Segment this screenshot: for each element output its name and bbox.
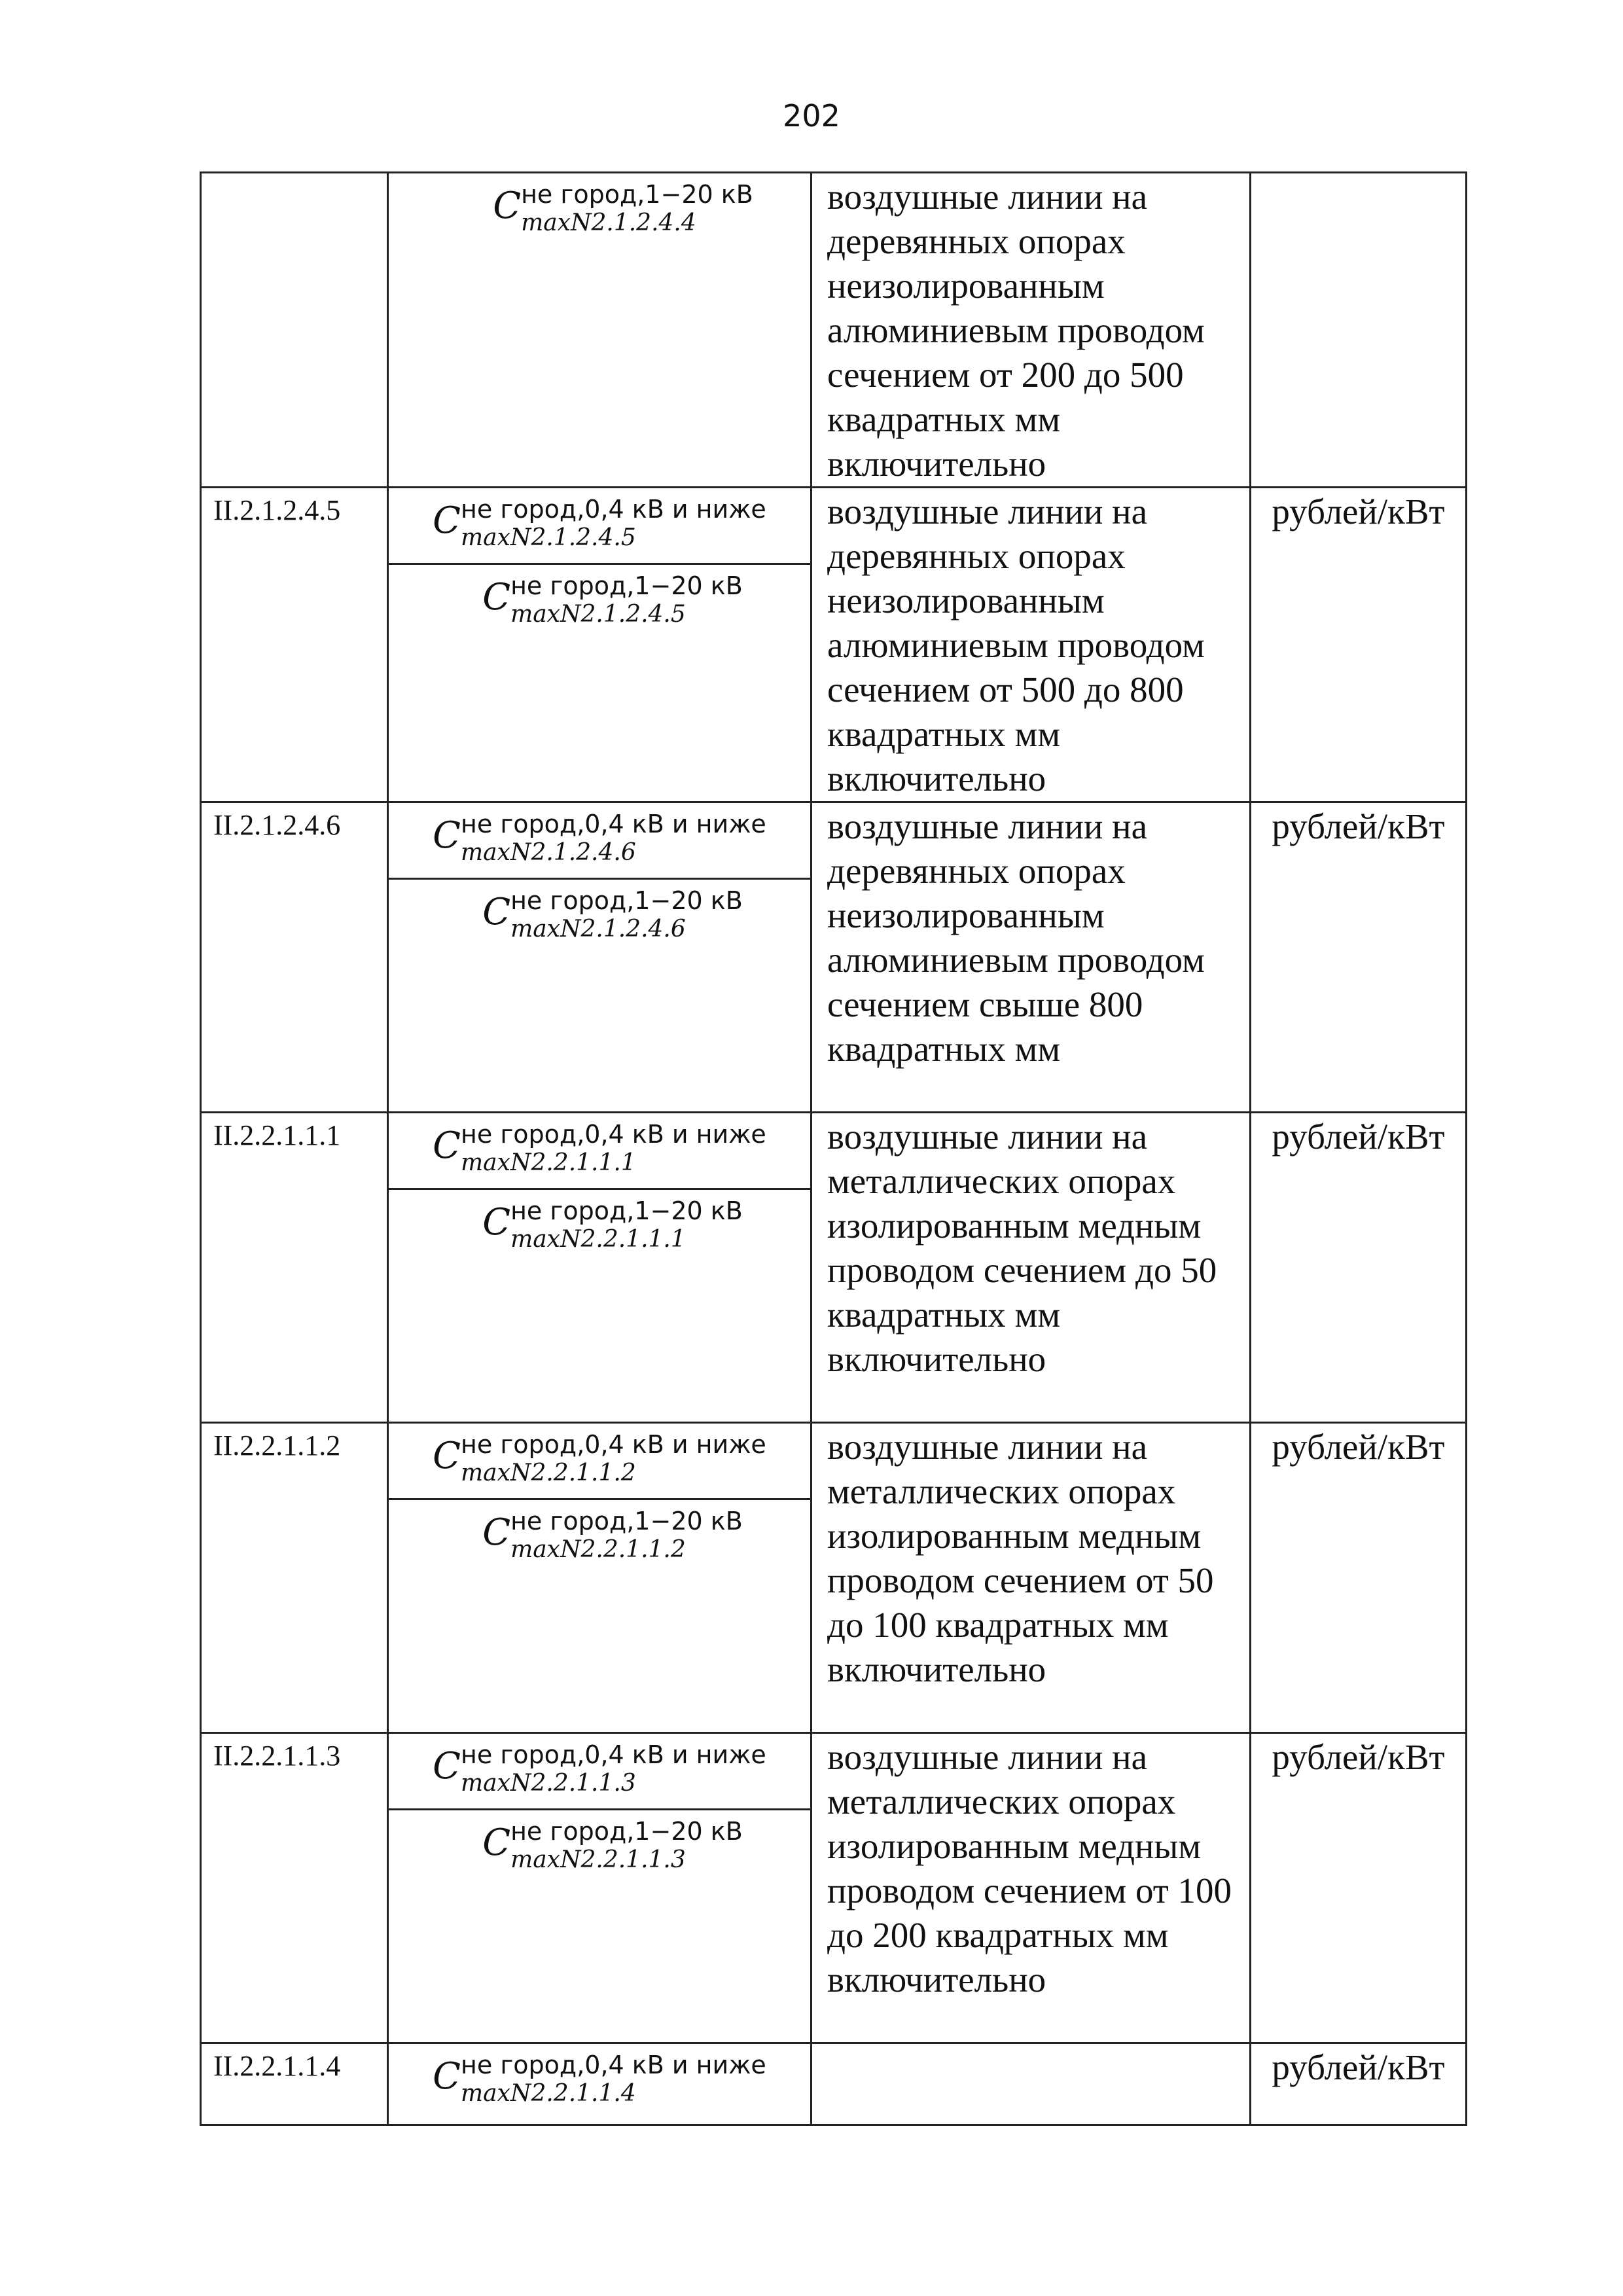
rate-formula-cell bbox=[388, 488, 812, 802]
rate-formula-cell bbox=[388, 802, 812, 1113]
row-code: II.2.1.2.4.6 bbox=[201, 802, 388, 1113]
row-description: воздушные линии на металлических опорах изолированным медным проводом сечением от 50 до 100 квадратных мм включительно bbox=[812, 1423, 1251, 1733]
rate-formula-cell bbox=[388, 1113, 812, 1423]
rate-formula: C не город,1−20 кВ maxN2.1.2.4.5 bbox=[482, 571, 743, 628]
row-unit: рублей/кВт bbox=[1251, 1733, 1467, 2043]
row-code: II.2.2.1.1.1 bbox=[201, 1113, 388, 1423]
rates-table bbox=[200, 171, 1467, 2126]
row-description: воздушные линии на деревянных опорах неизолированным алюминиевым проводом сечением от 500 до 800 квадратных мм включительно bbox=[812, 488, 1251, 802]
table-row bbox=[201, 488, 1467, 802]
row-description: воздушные линии на металлических опорах изолированным медным проводом сечением до 50 квадратных мм включительно bbox=[812, 1113, 1251, 1423]
rate-formula: C не город,0,4 кВ и ниже maxN2.1.2.4.5 bbox=[433, 495, 766, 551]
rate-formula: C не город,1−20 кВ maxN2.2.1.1.1 bbox=[482, 1196, 743, 1253]
row-code: II.2.2.1.1.4 bbox=[201, 2043, 388, 2125]
rate-formula: C не город,0,4 кВ и ниже maxN2.1.2.4.6 bbox=[433, 810, 766, 866]
row-unit: рублей/кВт bbox=[1251, 1113, 1467, 1423]
row-description: воздушные линии на металлических опорах изолированным медным проводом сечением от 100 до 200 квадратных мм включительно bbox=[812, 1733, 1251, 2043]
row-code: II.2.2.1.1.3 bbox=[201, 1733, 388, 2043]
rate-formula-cell bbox=[388, 173, 812, 488]
table-row bbox=[201, 1423, 1467, 1733]
row-description bbox=[812, 2043, 1251, 2125]
page-number: 202 bbox=[783, 98, 840, 134]
rate-formula-cell bbox=[388, 2043, 812, 2125]
rate-formula: C не город,0,4 кВ и ниже maxN2.2.1.1.1 bbox=[433, 1120, 766, 1176]
row-unit: рублей/кВт bbox=[1251, 2043, 1467, 2125]
rate-formula-cell bbox=[388, 1733, 812, 2043]
rate-formula: C не город,1−20 кВ maxN2.2.1.1.3 bbox=[482, 1817, 743, 1873]
rate-formula: C не город,0,4 кВ и ниже maxN2.2.1.1.3 bbox=[433, 1740, 766, 1797]
rate-formula: C не город,1−20 кВ maxN2.2.1.1.2 bbox=[482, 1507, 743, 1563]
rate-formula: C не город,0,4 кВ и ниже maxN2.2.1.1.4 bbox=[433, 2051, 766, 2107]
rate-formula: C не город,0,4 кВ и ниже maxN2.2.1.1.2 bbox=[433, 1430, 766, 1486]
table-row bbox=[201, 1113, 1467, 1423]
table-row bbox=[201, 173, 1467, 488]
row-code: II.2.2.1.1.2 bbox=[201, 1423, 388, 1733]
table-row bbox=[201, 802, 1467, 1113]
rate-formula: C не город,1−20 кВ maxN2.1.2.4.4 bbox=[493, 180, 753, 236]
row-unit: рублей/кВт bbox=[1251, 488, 1467, 802]
row-code: II.2.1.2.4.5 bbox=[201, 488, 388, 802]
row-description: воздушные линии на деревянных опорах неизолированным алюминиевым проводом сечением свыше 800 квадратных мм bbox=[812, 802, 1251, 1113]
rate-formula: C не город,1−20 кВ maxN2.1.2.4.6 bbox=[482, 886, 743, 942]
row-code bbox=[201, 173, 388, 488]
row-description: воздушные линии на деревянных опорах неизолированным алюминиевым проводом сечением от 200 до 500 квадратных мм включительно bbox=[812, 173, 1251, 488]
row-unit: рублей/кВт bbox=[1251, 802, 1467, 1113]
table-row bbox=[201, 2043, 1467, 2125]
row-unit bbox=[1251, 173, 1467, 488]
table-row bbox=[201, 1733, 1467, 2043]
rate-formula-cell bbox=[388, 1423, 812, 1733]
row-unit: рублей/кВт bbox=[1251, 1423, 1467, 1733]
